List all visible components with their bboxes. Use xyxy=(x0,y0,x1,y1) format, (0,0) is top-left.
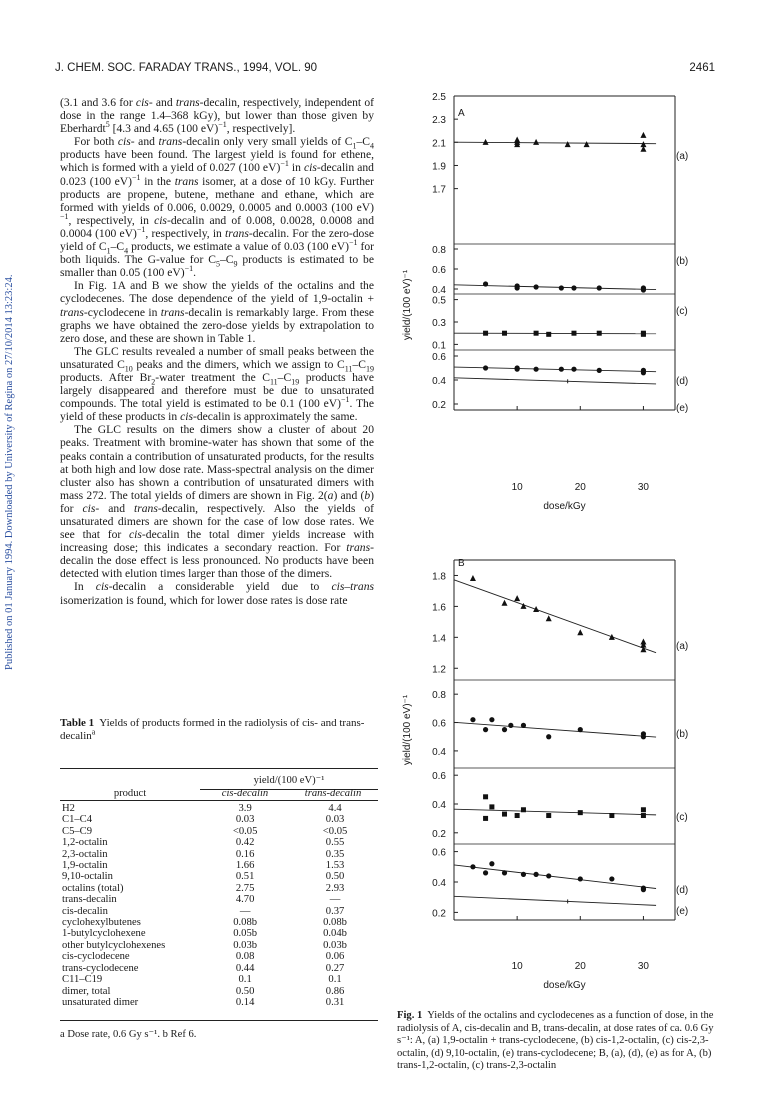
y-tick-label: 2.5 xyxy=(432,92,446,103)
data-point xyxy=(640,638,646,644)
table-row xyxy=(60,894,380,905)
data-point xyxy=(546,615,552,621)
table-row xyxy=(60,837,380,848)
x-axis-label: dose/kGy xyxy=(543,980,586,991)
data-point xyxy=(470,575,476,581)
data-point xyxy=(640,646,646,652)
data-point xyxy=(489,861,494,866)
data-point xyxy=(520,603,526,609)
fit-line xyxy=(454,580,656,653)
data-point xyxy=(521,807,526,812)
data-point xyxy=(483,727,488,732)
x-tick-label: 10 xyxy=(511,961,523,972)
data-point xyxy=(641,807,646,812)
data-point xyxy=(571,367,576,372)
data-point xyxy=(640,132,646,138)
table-cell-product: cyclohexylbutenes xyxy=(62,917,141,929)
paragraph: In Fig. 1A and B we show the yields of the octalins and the cyclodecenes. The dose dependence of the yield of 1,9-octalin + trans-cyclodecene in trans-decalin is remarkably large. From these graphs we have obtained the zero-dose yields by extrapolation to zero dose, and these are shown in Table 1. xyxy=(60,279,374,345)
y-tick-label: 2.1 xyxy=(432,138,446,150)
data-point xyxy=(515,365,520,370)
figure-caption-label: Fig. 1 xyxy=(397,1010,423,1021)
fit-line xyxy=(454,809,656,815)
data-point xyxy=(597,368,602,373)
table-row xyxy=(60,871,380,882)
table-cell-trans: 0.04b xyxy=(323,928,347,940)
table-row xyxy=(60,860,380,871)
table-cell-cis: <0.05 xyxy=(232,825,258,837)
table-cell-trans: 0.31 xyxy=(325,996,345,1008)
data-point xyxy=(597,285,602,290)
data-point xyxy=(641,813,646,818)
table-caption: Table 1 Yields of products formed in the radiolysis of cis- and trans-decalin$^a$ xyxy=(60,717,365,742)
table-row xyxy=(60,940,380,951)
table-cell-cis: 0.1 xyxy=(238,974,252,986)
table-row xyxy=(60,883,380,894)
fit-line xyxy=(454,896,656,905)
y-axis-label: yield/(100 eV)⁻¹ xyxy=(402,694,413,766)
data-point xyxy=(470,864,475,869)
data-point xyxy=(641,370,646,375)
data-point xyxy=(502,870,507,875)
data-point xyxy=(483,816,488,821)
y-tick-label: 2.3 xyxy=(432,115,446,127)
data-point xyxy=(514,137,520,143)
data-point xyxy=(546,332,551,337)
table-rule xyxy=(60,800,378,801)
y-tick-label: 0.4 xyxy=(432,878,446,889)
table-row xyxy=(60,951,380,962)
data-point xyxy=(502,331,507,336)
table-cell-trans: — xyxy=(329,894,341,906)
body-text-column xyxy=(60,96,374,607)
table-cell-trans: 0.03b xyxy=(323,939,347,951)
data-point xyxy=(559,367,564,372)
table-col-cis: cis-decalin xyxy=(221,788,269,799)
table-cell-trans: 0.27 xyxy=(325,962,345,974)
fit-line xyxy=(454,333,656,334)
table-cell-cis: 0.42 xyxy=(235,837,255,849)
table-cell-cis: 4.70 xyxy=(235,894,255,906)
y-tick-label: 0.6 xyxy=(432,847,446,859)
x-axis-label: dose/kGy xyxy=(543,501,586,512)
table-cell-trans: 2.93 xyxy=(325,882,345,894)
table-cell-trans: 0.35 xyxy=(325,848,345,860)
data-point xyxy=(546,873,551,878)
data-point xyxy=(515,367,520,372)
series-label: (d) xyxy=(676,885,689,896)
download-watermark-text: Published on 01 January 1994. Downloaded by University of Regina on 27/10/2014 13:23:24. xyxy=(4,274,15,670)
y-tick-label: 0.2 xyxy=(432,828,446,840)
table-cell-trans: 0.86 xyxy=(325,985,345,997)
paragraph: The GLC results on the dimers show a cluster of about 20 peaks. Treatment with bromine-water has shown that some of the peaks contain a contribution of unsaturated products, for the results at both high and low dose rate. Mass-spectral analysis on the dimer cluster also has shown a contribution of unsaturated dimers with mass 272. The total yields of dimers are shown in Fig. 2(a) and (b) for cis- and trans-decalin, respectively. Also the yields of unsaturated dimers are shown for the case of low dose rates. We see that for cis-decalin the total dimer yields increase with increasing dose; this indicates a secondary reaction. For trans-decalin the dose effect is less pronounced. No products have been detected with elution times larger than those of the dimers. xyxy=(60,423,374,581)
data-point xyxy=(584,141,590,147)
data-point xyxy=(609,813,614,818)
y-tick-label: 1.9 xyxy=(432,161,446,173)
table-rule xyxy=(60,1020,378,1021)
data-point xyxy=(470,717,475,722)
panel-label: A xyxy=(458,108,465,119)
data-point xyxy=(641,331,646,336)
data-point xyxy=(565,141,571,147)
table-row xyxy=(60,826,380,837)
table-cell-cis: 3.9 xyxy=(238,803,252,814)
data-point xyxy=(489,804,494,809)
table-cell-product: unsaturated dimer xyxy=(62,996,139,1008)
table-cell-cis: 0.03 xyxy=(235,814,255,826)
y-tick-label: 1.8 xyxy=(432,571,446,583)
data-point xyxy=(533,139,539,145)
y-tick-label: 0.2 xyxy=(432,400,446,411)
y-tick-label: 0.5 xyxy=(432,295,446,307)
y-tick-label: 0.6 xyxy=(432,718,446,730)
data-point xyxy=(641,887,646,892)
series-label: (a) xyxy=(676,641,689,652)
table-cell-cis: 0.08 xyxy=(235,951,255,963)
data-point xyxy=(483,870,488,875)
table-row xyxy=(60,849,380,860)
table-cell-product: other butylcyclohexenes xyxy=(62,939,166,951)
data-point xyxy=(514,141,520,147)
yields-table xyxy=(60,803,380,1008)
table-cell-cis: 0.03b xyxy=(233,939,258,951)
data-point xyxy=(546,813,551,818)
data-point xyxy=(609,634,615,640)
data-point xyxy=(641,885,646,890)
table-cell-product: 1,9-octalin xyxy=(62,860,108,872)
fit-line xyxy=(454,367,656,372)
table-cell-cis: 2.75 xyxy=(235,882,255,894)
table-row xyxy=(60,963,380,974)
table-cell-trans: 0.50 xyxy=(325,871,345,883)
y-tick-label: 1.2 xyxy=(432,664,446,676)
download-watermark xyxy=(4,150,18,670)
table-cell-cis: 1.66 xyxy=(235,860,255,872)
fit-line xyxy=(454,142,656,143)
data-point xyxy=(502,727,507,732)
data-point xyxy=(483,139,489,145)
table-cell-product: trans-decalin xyxy=(62,894,117,906)
data-point xyxy=(546,734,551,739)
data-point xyxy=(483,331,488,336)
table-cell-cis: 0.50 xyxy=(235,985,255,997)
y-tick-label: 0.4 xyxy=(432,376,446,387)
table-col-trans: trans-decalin xyxy=(304,788,362,799)
table-cell-product: C11–C19 xyxy=(62,974,103,986)
y-tick-label: 0.2 xyxy=(432,908,446,920)
data-point xyxy=(578,810,583,815)
table-cell-product: cis-decalin xyxy=(62,905,108,917)
data-point xyxy=(597,331,602,336)
series-label: (c) xyxy=(676,306,688,317)
data-point xyxy=(578,876,583,881)
y-tick-label: 0.3 xyxy=(432,318,446,329)
y-tick-label: 0.8 xyxy=(432,690,446,702)
data-point xyxy=(489,717,494,722)
figure-caption-text: Yields of the octalins and cyclodecenes as a function of dose, in the radiolysis of A, cis-decalin and B, trans-decalin, at dose rates of ca. 0.6 Gy s⁻¹: A, (a) 1,9-octalin + trans-cyclodecene, (b) cis-1,2-octalin, (c) cis-2,3-octalin, (d) 9,10-octalin, (e) trans-cyclodecene; B, (a), (d), (e) as for A, (b) trans-1,2-octalin, (c) trans-2,3-octalin xyxy=(397,1010,714,1072)
y-tick-label: 0.6 xyxy=(432,771,446,783)
data-point xyxy=(502,600,508,606)
data-point xyxy=(577,629,583,635)
table-cell-product: 1-butylcyclohexene xyxy=(62,928,146,940)
table-cell-product: 2,3-octalin xyxy=(62,848,108,860)
data-point xyxy=(641,285,646,290)
journal-citation: J. CHEM. SOC. FARADAY TRANS., 1994, VOL. 90 xyxy=(55,62,318,74)
table-cell-product: dimer, total xyxy=(62,985,111,997)
data-point xyxy=(521,723,526,728)
table-cell-product: cis-cyclodecene xyxy=(62,951,130,963)
figure-caption xyxy=(397,1010,722,1073)
data-point xyxy=(571,285,576,290)
table-cell-trans: 0.06 xyxy=(325,951,345,963)
table-cell-trans: 0.03 xyxy=(325,814,345,826)
table-cell-product: trans-cyclodecene xyxy=(62,962,139,974)
table-col-product: product xyxy=(113,788,147,799)
y-tick-label: 1.6 xyxy=(432,602,446,614)
table-cell-trans: 1.53 xyxy=(325,860,345,872)
series-label: (a) xyxy=(676,151,689,162)
table-row xyxy=(60,814,380,825)
data-point xyxy=(508,723,513,728)
y-tick-label: 0.6 xyxy=(432,352,446,363)
data-point xyxy=(641,368,646,373)
paragraph: (3.1 and 3.6 for cis- and trans-decalin, respectively, independent of dose in the range 1.4–368 kGy), but lower than those given by Eberhardt$^5$ [4.3 and 4.65 (100 eV)$^{-1}$, respectively]. xyxy=(60,96,374,136)
table-cell-trans: 0.08b xyxy=(323,917,347,929)
table-caption-text: Yields of products formed in the radiolysis of cis- and trans-decalin xyxy=(60,717,365,742)
data-point xyxy=(515,283,520,288)
table-cell-trans: 0.37 xyxy=(325,905,345,917)
data-point xyxy=(641,731,646,736)
data-point xyxy=(502,812,507,817)
table-row xyxy=(60,803,380,814)
y-tick-label: 1.4 xyxy=(432,633,446,645)
y-tick-label: 0.4 xyxy=(432,746,446,758)
paragraph: For both cis- and trans-decalin only very small yields of $C_1-C_4$ products have been found. The largest yield is found for ethene, which is formed with a yield of 0.027 (100 eV)$^{-1}$ in cis-decalin and 0.023 (100 eV)$^{-1}$ in the trans isomer, at a dose of 10 kGy. Further products are propene, butene, methane and ethane, which are formed with yields of 0.006, 0.0029, 0.0005 and 0.0003 (100 eV)$^{-1}$, respectively, in cis-decalin and of 0.008, 0.0028, 0.0008 and 0.0004 (100 eV)$^{-1}$, respectively, in trans-decalin. For the zero-dose yield of $C_1-C_4$ products, we estimate a value of 0.03 (100 eV)$^{-1}$ for both liquids. The G-value for $C_5-C_9$ products is estimated to be smaller than 0.05 (100 eV)$^{-1}$. xyxy=(60,135,375,280)
table-cell-cis: 0.44 xyxy=(235,962,255,974)
paragraph: The GLC results revealed a number of small peaks between the unsaturated $C_{10}$ peaks and the dimers, which we assign to $C_{11}-C_{19}$ products. After $Br_2$-water treatment the $C_{11}-C_{19}$ products have largely disappeared and therefore must be due to unsaturated compounds. The total yield is estimated to be 0.1 (100 eV)$^{-1}$. The yield of these products in cis-decalin is approximately the same. xyxy=(60,344,374,424)
table-row xyxy=(60,997,380,1008)
data-point xyxy=(483,281,488,286)
data-point xyxy=(640,642,646,648)
table-cell-product: 1,2-octalin xyxy=(62,837,108,849)
table-cell-trans: 0.1 xyxy=(328,974,342,986)
x-tick-label: 30 xyxy=(637,482,649,493)
data-point xyxy=(533,367,538,372)
table-cell-trans: 0.55 xyxy=(325,837,345,849)
table-cell-trans: <0.05 xyxy=(322,825,348,837)
data-point xyxy=(559,285,564,290)
panel-label: B xyxy=(458,558,465,569)
data-point xyxy=(571,331,576,336)
series-label: (b) xyxy=(676,256,689,267)
fit-line xyxy=(454,378,656,384)
table-footnote: a Dose rate, 0.6 Gy s⁻¹. b Ref 6. xyxy=(60,1029,197,1040)
table-row xyxy=(60,906,380,917)
table-cell-cis: 0.14 xyxy=(235,996,255,1008)
data-point xyxy=(534,331,539,336)
x-tick-label: 20 xyxy=(574,961,586,972)
table-cell-cis: 0.05b xyxy=(233,928,258,940)
x-tick-label: 10 xyxy=(511,482,523,493)
data-point xyxy=(641,332,646,337)
table-cell-cis: 0.51 xyxy=(235,871,255,883)
series-label: (e) xyxy=(676,403,689,414)
table-cell-cis: 0.08b xyxy=(233,917,258,929)
y-axis-label: yield/(100 eV)⁻¹ xyxy=(402,269,413,341)
data-point xyxy=(533,872,538,877)
table-row xyxy=(60,974,380,985)
y-tick-label: 0.4 xyxy=(432,285,446,296)
table-cell-product: 9,10-octalin xyxy=(62,871,113,883)
series-label: (d) xyxy=(676,376,689,387)
data-point xyxy=(609,876,614,881)
data-point xyxy=(514,595,520,601)
table-row xyxy=(60,917,380,928)
y-tick-label: 0.1 xyxy=(432,340,446,352)
fit-line xyxy=(454,865,656,889)
table-caption-label: Table 1 xyxy=(60,717,95,729)
data-point xyxy=(521,872,526,877)
table-cell-product: C1–C4 xyxy=(62,814,93,826)
table-cell-product: C5–C9 xyxy=(62,825,93,837)
table-group-header: yield/(100 eV)⁻¹ xyxy=(253,775,325,786)
data-point xyxy=(483,365,488,370)
data-point xyxy=(640,141,646,147)
data-point xyxy=(483,794,488,799)
data-point xyxy=(533,606,539,612)
table-cell-cis: 0.16 xyxy=(235,848,255,860)
table-cell-product: octalins (total) xyxy=(62,882,124,894)
data-point xyxy=(514,139,520,145)
y-tick-label: 1.7 xyxy=(432,184,446,196)
table-cell-product: H2 xyxy=(62,803,75,814)
paragraph: In cis-decalin a considerable yield due to cis–trans isomerization is found, which for lower dose rates is dose rate xyxy=(60,580,374,607)
data-point xyxy=(578,727,583,732)
page-number: 2461 xyxy=(689,62,715,74)
series-label: (c) xyxy=(676,812,688,823)
table-cell-trans: 4.4 xyxy=(328,803,342,814)
table-cell-cis: — xyxy=(239,905,251,917)
x-tick-label: 20 xyxy=(574,482,586,493)
series-label: (b) xyxy=(676,729,689,740)
table-row xyxy=(60,928,380,939)
y-tick-label: 0.6 xyxy=(432,265,446,276)
data-point xyxy=(533,284,538,289)
series-label: (e) xyxy=(676,906,689,917)
table-row xyxy=(60,986,380,997)
table-rule xyxy=(60,768,378,769)
y-tick-label: 0.8 xyxy=(432,245,446,256)
data-point xyxy=(641,734,646,739)
y-tick-label: 0.4 xyxy=(432,800,446,811)
fit-line xyxy=(454,285,656,290)
x-tick-label: 30 xyxy=(637,961,649,972)
data-point xyxy=(515,285,520,290)
data-point xyxy=(640,146,646,152)
data-point xyxy=(515,813,520,818)
fit-line xyxy=(454,722,656,737)
data-point xyxy=(641,287,646,292)
